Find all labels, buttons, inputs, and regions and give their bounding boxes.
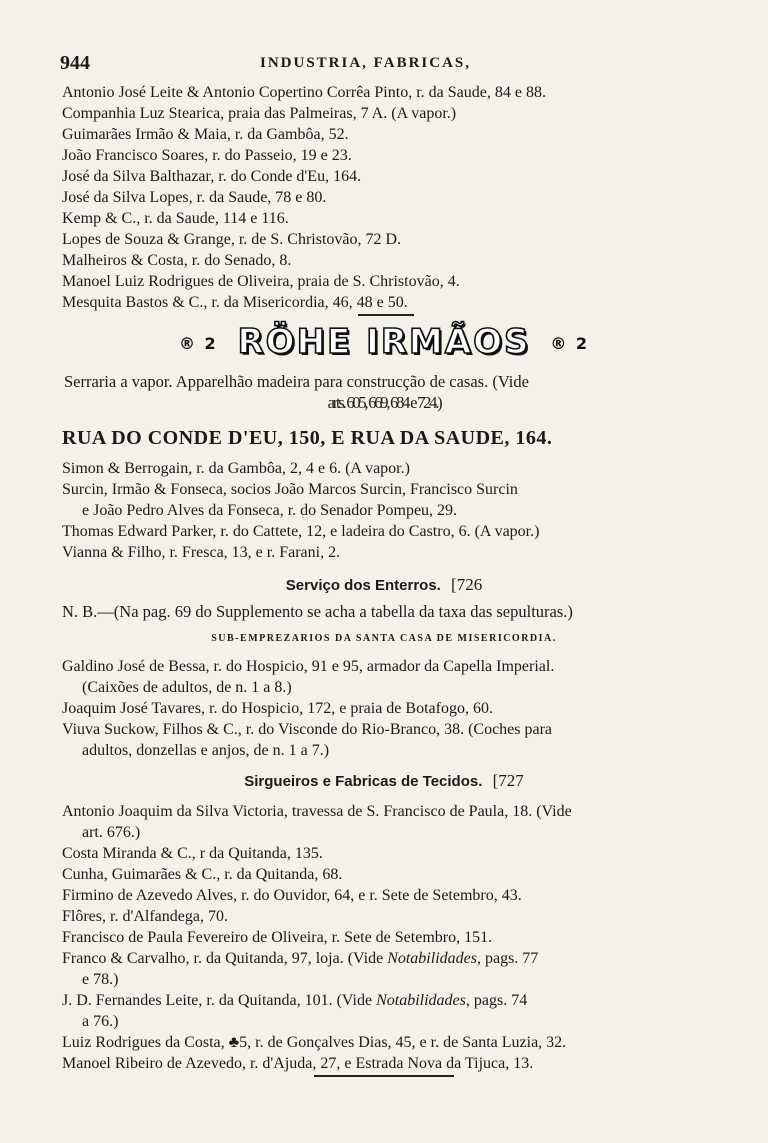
directory-entry: Vianna & Filho, r. Fresca, 13, e r. Farani, 2. [62,544,341,561]
section-title: Serviço dos Enterros. [285,577,441,594]
directory-entry: João Francisco Soares, r. do Passeio, 19 e 23. [62,147,352,164]
directory-entry: Malheiros & Costa, r. do Senado, 8. [62,252,292,269]
subsection-heading: SUB-EMPREZARIOS DA SANTA CASA DE MISERICORDIA. [211,633,557,644]
directory-entry: Lopes de Souza & Grange, r. de S. Christovão, 72 D. [62,231,402,248]
section-note: N. B.—(Na pag. 69 do Supplemento se acha a tabella da taxa das sepulturas.) [62,602,573,621]
directory-entry: Antonio Joaquim da Silva Victoria, travessa de S. Francisco de Paula, 18. (Vide [62,803,572,820]
end-rule [314,1075,454,1077]
directory-entry-cont: a 76.) [82,1013,119,1030]
directory-entry: Flôres, r. d'Alfandega, 70. [62,908,228,925]
divider-rule [358,314,414,316]
directory-entry: Franco & Carvalho, r. da Quitanda, 97, loja. (Vide Notabilidades, pags. 77 [62,950,539,967]
section-ref: [726 [451,575,483,594]
section-title: Sirgueiros e Fabricas de Tecidos. [244,773,483,790]
section-heading-enterros [0,575,768,595]
advert-mark-right: ® 2 [550,334,590,353]
directory-entry: Antonio José Leite & Antonio Copertino Corrêa Pinto, r. da Saude, 84 e 88. [62,84,546,101]
advert-description: Serraria a vapor. Apparelhão madeira para construcção de casas. (Vide [64,372,529,391]
section-ref: [727 [492,771,524,790]
page-header [60,52,710,76]
directory-entry: Companhia Luz Stearica, praia das Palmeiras, 7 A. (A vapor.) [62,105,457,122]
directory-entry: Manoel Ribeiro de Azevedo, r. d'Ajuda, 27, e Estrada Nova da Tijuca, 13. [62,1055,534,1072]
directory-entry-cont: adultos, donzellas e anjos, de n. 1 a 7.) [82,742,330,759]
directory-entry-cont: art. 676.) [82,824,141,841]
directory-entry: Simon & Berrogain, r. da Gambôa, 2, 4 e 6. (A vapor.) [62,460,410,477]
directory-entry-cont: e 78.) [82,971,119,988]
directory-entry: Manoel Luiz Rodrigues de Oliveira, praia de S. Christovão, 4. [62,273,460,290]
directory-entry: Cunha, Guimarães & C., r. da Quitanda, 68. [62,866,343,883]
directory-entry-cont: (Caixões de adultos, de n. 1 a 8.) [82,679,292,696]
directory-entry: Firmino de Azevedo Alves, r. do Ouvidor, 64, e r. Sete de Setembro, 43. [62,887,522,904]
directory-entry: Guimarães Irmão & Maia, r. da Gambôa, 52. [62,126,349,143]
directory-entry: Costa Miranda & C., r da Quitanda, 135. [62,845,323,862]
directory-entry: Mesquita Bastos & C., r. da Misericordia, 46, 48 e 50. [62,294,408,311]
directory-entry: Joaquim José Tavares, r. do Hospicio, 172, e praia de Botafogo, 60. [62,700,493,717]
directory-entry: José da Silva Lopes, r. da Saude, 78 e 80. [62,189,327,206]
advert-title: RÖHE IRMÃOS [237,322,531,362]
directory-entry: Kemp & C., r. da Saude, 114 e 116. [62,210,289,227]
directory-entry: J. D. Fernandes Leite, r. da Quitanda, 101. (Vide Notabilidades, pags. 74 [62,992,528,1009]
directory-entry-cont: e João Pedro Alves da Fonseca, r. do Senador Pompeu, 29. [82,502,458,519]
advert-title-block [0,322,768,362]
directory-entry: Thomas Edward Parker, r. do Cattete, 12, e ladeira do Castro, 6. (A vapor.) [62,523,540,540]
directory-entry: José da Silva Balthazar, r. do Conde d'Eu, 164. [62,168,362,185]
page-number: 944 [60,52,90,74]
section-heading-sirgueiros [0,771,768,791]
advert-mark-left: ® 2 [178,334,218,353]
advert-street: RUA DO CONDE D'EU, 150, E RUA DA SAUDE, 164. [62,427,553,449]
directory-entry: Surcin, Irmão & Fonseca, socios João Marcos Surcin, Francisco Surcin [62,481,518,498]
directory-entry: Luiz Rodrigues da Costa, ♣5, r. de Gonçalves Dias, 45, e r. de Santa Luzia, 32. [62,1034,567,1051]
advert-description-cont: arts. 605, 669, 684 e 724.) [327,393,441,412]
running-title: INDUSTRIA, FABRICAS, [260,55,471,71]
directory-entry: Galdino José de Bessa, r. do Hospicio, 91 e 95, armador da Capella Imperial. [62,658,555,675]
directory-entry: Viuva Suckow, Filhos & C., r. do Visconde do Rio-Branco, 38. (Coches para [62,721,553,738]
directory-entry: Francisco de Paula Fevereiro de Oliveira, r. Sete de Setembro, 151. [62,929,493,946]
